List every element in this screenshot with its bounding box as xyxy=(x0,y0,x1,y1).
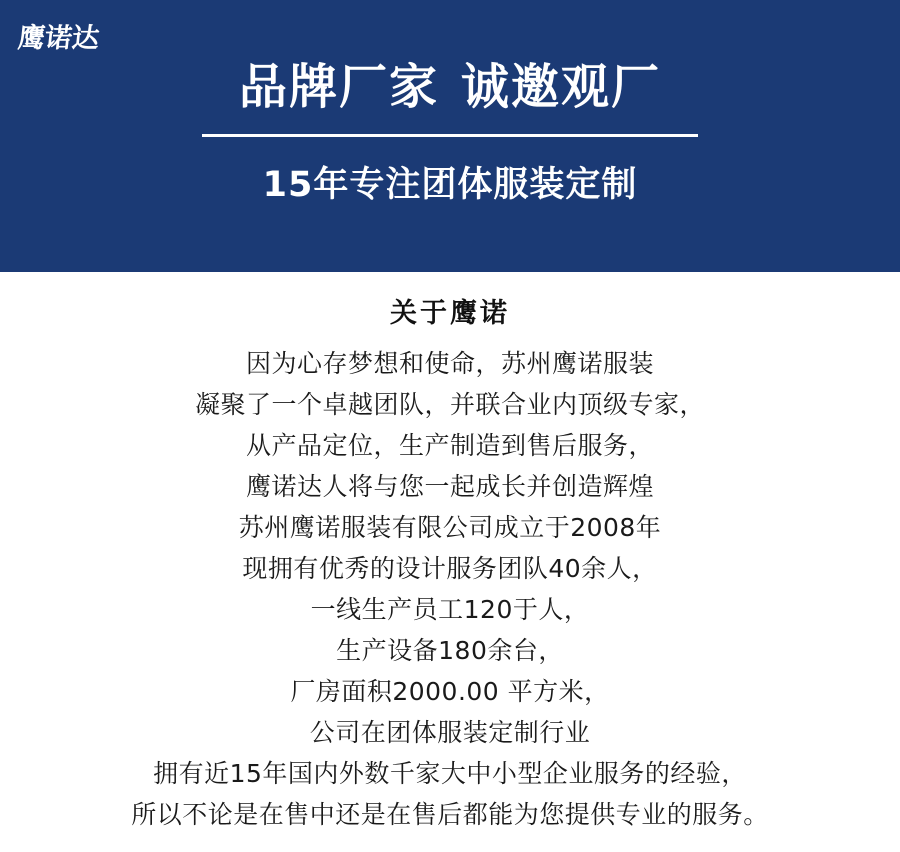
about-line: 从产品定位，生产制造到售后服务， xyxy=(245,430,654,460)
about-line: 凝聚了一个卓越团队，并联合业内顶级专家， xyxy=(194,389,705,419)
banner-headline xyxy=(238,59,662,115)
banner-divider xyxy=(202,134,698,137)
about-line: 公司在团体服装定制行业 xyxy=(309,717,591,747)
headline-part-left: 品牌厂家 xyxy=(238,59,439,115)
hero-banner xyxy=(0,0,900,272)
about-line: 厂房面积2000.00 平方米， xyxy=(290,676,610,706)
about-line: 因为心存梦想和使命，苏州鹰诺服装 xyxy=(245,348,654,378)
about-line: 现拥有优秀的设计服务团队40余人， xyxy=(242,553,658,583)
about-section xyxy=(0,272,900,835)
about-line: 生产设备180余台， xyxy=(336,635,564,665)
about-line: 鹰诺达人将与您一起成长并创造辉煌 xyxy=(245,471,654,501)
headline-part-right: 诚邀观厂 xyxy=(461,59,662,115)
about-line: 拥有近15年国内外数千家大中小型企业服务的经验， xyxy=(153,758,747,788)
banner-subheadline: 15年专注团体服装定制 xyxy=(262,165,638,206)
about-line: 苏州鹰诺服装有限公司成立于2008年 xyxy=(238,512,662,542)
banner-content xyxy=(0,0,900,272)
about-line: 一线生产员工120于人， xyxy=(310,594,590,624)
about-title: 关于鹰诺 xyxy=(390,298,510,329)
brand-logo-text: 鹰诺达 xyxy=(16,23,101,54)
about-line: 所以不论是在售中还是在售后都能为您提供专业的服务。 xyxy=(131,799,769,829)
